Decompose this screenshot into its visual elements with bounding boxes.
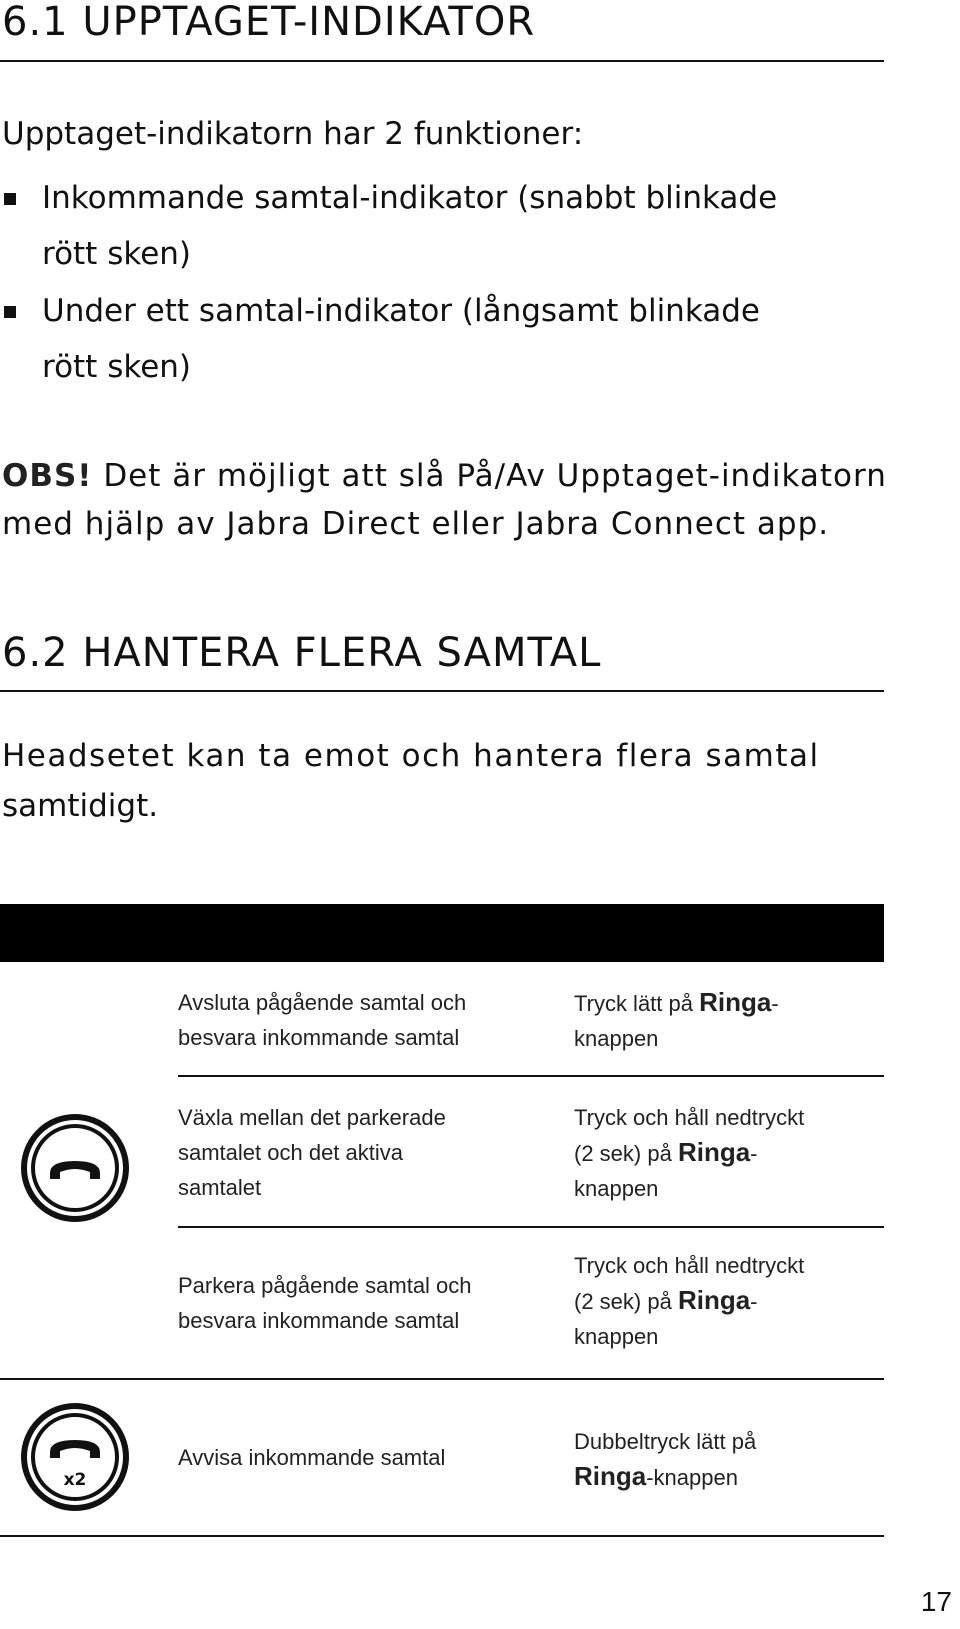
row-divider xyxy=(0,1378,884,1380)
action-cell xyxy=(178,1440,445,1475)
row-divider xyxy=(178,1075,884,1077)
bullet-item xyxy=(2,170,902,282)
double-press-label: x2 xyxy=(63,1470,87,1490)
action-text: Avsluta pågående samtal och xyxy=(178,990,467,1015)
page-number: 17 xyxy=(920,1586,952,1617)
action-text: samtalet och det aktiva xyxy=(178,1140,404,1165)
row-divider xyxy=(0,1535,884,1537)
instruction-text: - xyxy=(750,1141,758,1166)
action-text: besvara inkommande samtal xyxy=(178,1025,460,1050)
instruction-text: knappen xyxy=(574,1324,659,1349)
instruction-cell xyxy=(574,1424,756,1495)
instruction-text: Tryck och håll nedtryckt xyxy=(574,1105,805,1130)
instruction-text: knappen xyxy=(574,1176,659,1201)
instruction-text: - xyxy=(771,991,779,1016)
bullet-square-icon xyxy=(4,306,16,318)
action-cell xyxy=(178,1268,472,1338)
section-heading-6-2: 6.2 HANTERA FLERA SAMTAL xyxy=(2,630,602,676)
action-text: Växla mellan det parkerade xyxy=(178,1105,446,1130)
note-paragraph-line2: med hjälp av Jabra Direct eller Jabra Connect app. xyxy=(2,506,830,542)
instruction-text: (2 sek) på xyxy=(574,1289,678,1314)
instruction-text: Tryck och håll nedtryckt xyxy=(574,1253,805,1278)
button-name: Ringa xyxy=(699,987,772,1017)
instruction-text: -knappen xyxy=(646,1465,738,1490)
section-intro-line2: samtidigt. xyxy=(2,788,159,824)
button-name: Ringa xyxy=(574,1461,647,1491)
action-text: Avvisa inkommande samtal xyxy=(178,1445,446,1470)
note-text: Det är möjligt att slå På/Av Upptaget-indikatorn xyxy=(103,458,887,494)
bullet-line: Inkommande samtal-indikator (snabbt blinkade xyxy=(42,180,778,216)
instruction-text: Tryck lätt på xyxy=(574,991,700,1016)
phone-button-double-press-icon xyxy=(20,1402,130,1512)
button-name: Ringa xyxy=(677,1137,751,1167)
action-text: Parkera pågående samtal och xyxy=(178,1273,472,1298)
note-label: OBS! xyxy=(2,458,93,494)
instruction-cell xyxy=(574,1248,804,1354)
heading-rule xyxy=(0,60,884,62)
instruction-text: - xyxy=(750,1289,758,1314)
instruction-cell xyxy=(574,1100,804,1206)
row-divider xyxy=(178,1226,884,1228)
section-heading-6-1: 6.1 UPPTAGET-INDIKATOR xyxy=(2,0,536,45)
action-cell xyxy=(178,1100,446,1205)
bullet-line: rött sken) xyxy=(42,349,192,385)
button-name: Ringa xyxy=(677,1285,751,1315)
section-intro: Headsetet kan ta emot och hantera flera samtal xyxy=(2,738,820,774)
action-text: besvara inkommande samtal xyxy=(178,1308,460,1333)
bullet-item xyxy=(2,283,902,395)
action-text: samtalet xyxy=(178,1175,262,1200)
bullet-square-icon xyxy=(4,193,16,205)
action-cell xyxy=(178,985,466,1055)
instruction-text: knappen xyxy=(574,1026,659,1051)
instruction-cell xyxy=(574,985,779,1056)
instruction-text: (2 sek) på xyxy=(574,1141,678,1166)
heading-rule xyxy=(0,690,884,692)
bullet-line: rött sken) xyxy=(42,236,192,272)
table-header-bar xyxy=(0,904,884,962)
phone-button-icon xyxy=(20,1113,130,1223)
bullet-line: Under ett samtal-indikator (långsamt blinkade xyxy=(42,293,760,329)
instruction-text: Dubbeltryck lätt på xyxy=(574,1429,757,1454)
intro-text: Upptaget-indikatorn har 2 funktioner: xyxy=(2,116,584,152)
